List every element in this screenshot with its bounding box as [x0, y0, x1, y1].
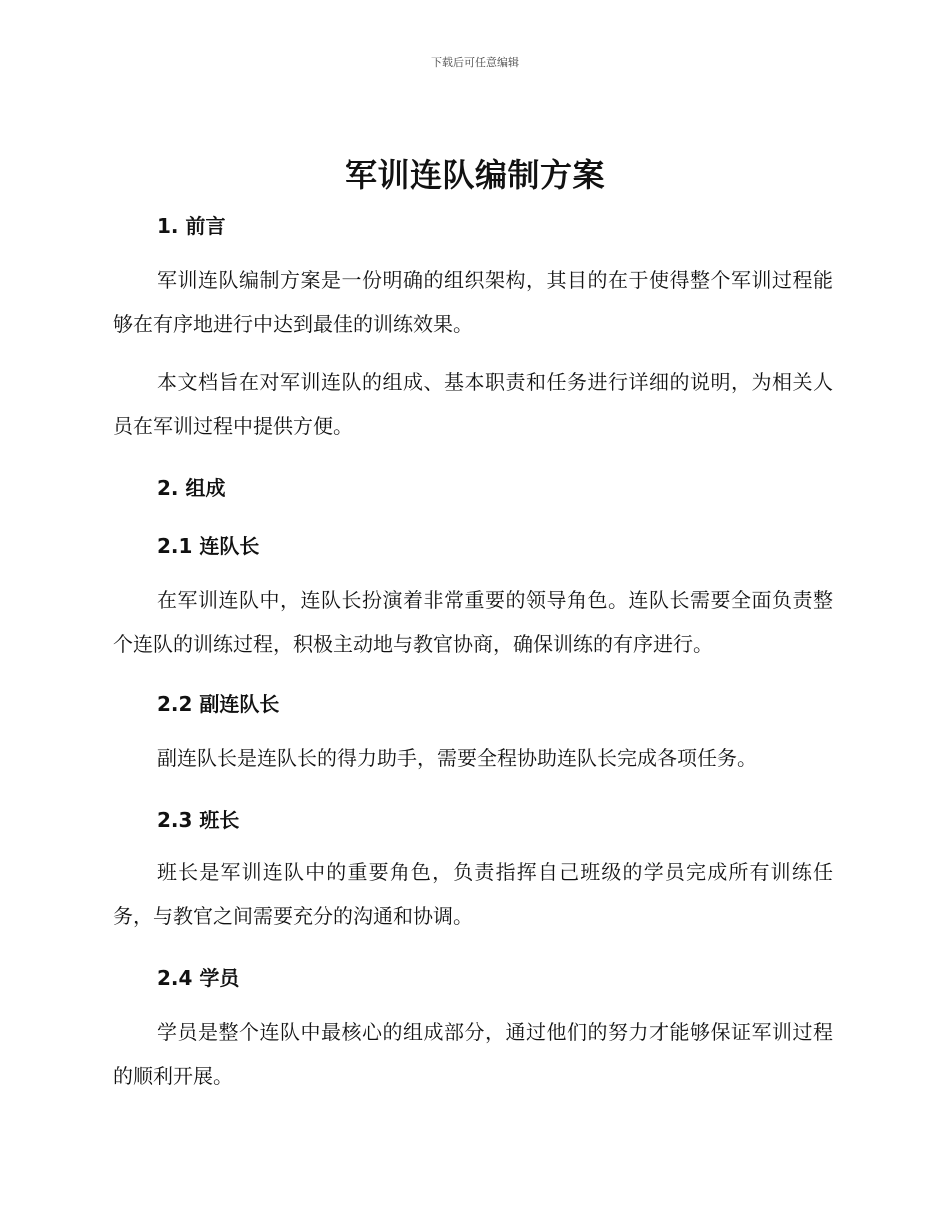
paragraph-deputy-commander: 副连队长是连队长的得力助手，需要全程协助连队长完成各项任务。 [157, 746, 757, 770]
page-header-note: 下载后可任意编辑 [431, 56, 519, 69]
section-heading-preface: 1. 前言 [157, 214, 226, 238]
document-title: 军训连队编制方案 [344, 156, 605, 194]
section-heading-squad-leader: 2.3 班长 [157, 808, 240, 832]
paragraph-company-commander: 在军训连队中，连队长扮演着非常重要的领导角色。连队长需要全面负责整个连队的训练过程，积极主动地与教官协商，确保训练的有序进行。 [113, 588, 833, 656]
paragraph-squad-leader: 班长是军训连队中的重要角色，负责指挥自己班级的学员完成所有训练任务，与教官之间需要充分的沟通和协调。 [113, 860, 833, 928]
section-heading-trainees: 2.4 学员 [157, 966, 240, 990]
paragraph-preface-1: 军训连队编制方案是一份明确的组织架构，其目的在于使得整个军训过程能够在有序地进行中达到最佳的训练效果。 [113, 268, 833, 336]
section-heading-composition: 2. 组成 [157, 476, 226, 500]
paragraph-preface-2: 本文档旨在对军训连队的组成、基本职责和任务进行详细的说明，为相关人员在军训过程中提供方便。 [113, 370, 833, 438]
section-heading-company-commander: 2.1 连队长 [157, 534, 260, 558]
paragraph-trainees: 学员是整个连队中最核心的组成部分，通过他们的努力才能够保证军训过程的顺利开展。 [113, 1020, 833, 1088]
section-heading-deputy-commander: 2.2 副连队长 [157, 692, 280, 716]
